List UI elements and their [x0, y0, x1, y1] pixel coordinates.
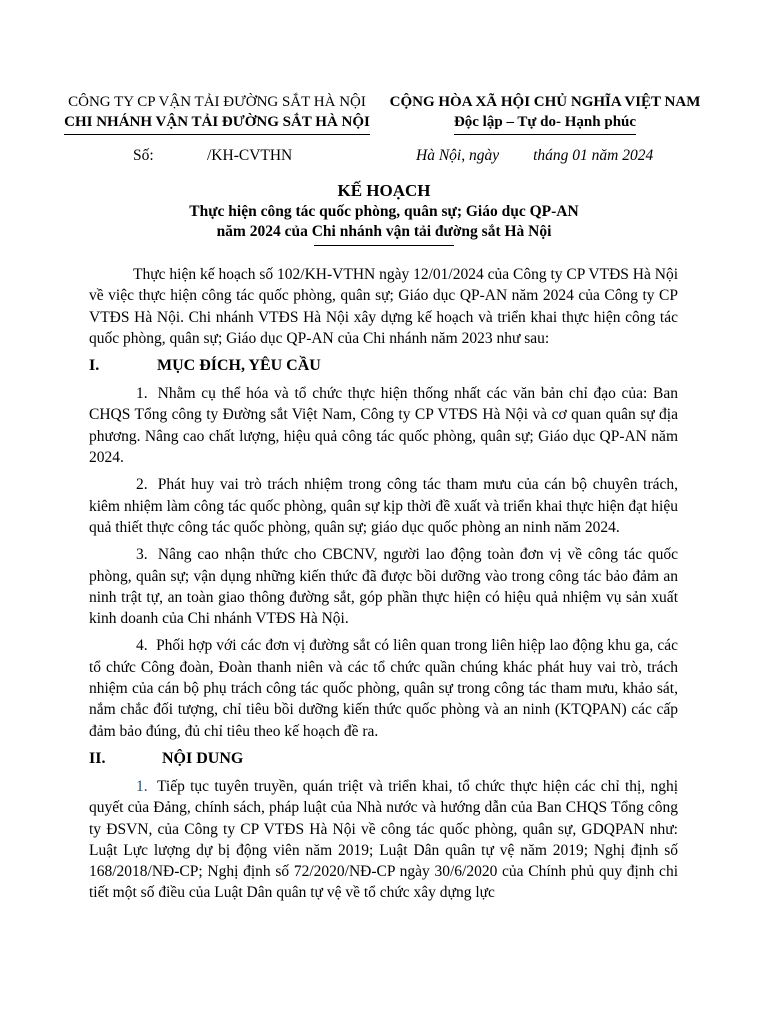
- section-heading-2: [89, 748, 678, 770]
- item-number: 3.: [136, 546, 148, 564]
- document-subtitle-line-2: năm 2024 của Chi nhánh vận tải đường sắt Hà Nội: [216, 223, 552, 240]
- national-motto: Độc lập – Tự do- Hạnh phúc: [454, 112, 636, 135]
- list-item: [89, 383, 678, 468]
- section-number: II.: [89, 749, 106, 767]
- item-text: Nhằm cụ thể hóa và tổ chức thực hiện thống nhất các văn bản chỉ đạo của: Ban CHQS Tổng công ty Đường sắt Việt Nam, Công ty CP VTĐS Hà Nội và cơ quan quân sự địa phương. Nâng cao chất lượng, hiệu quả công tác quốc phòng, quân sự; Giáo dục QP-AN năm 2024.: [89, 385, 678, 467]
- item-number: 2.: [136, 476, 148, 494]
- item-number: 1.: [136, 777, 148, 795]
- date-month-year: tháng 01 năm 2024: [533, 147, 654, 164]
- section-heading-1: [89, 355, 678, 377]
- document-body: [89, 264, 678, 910]
- document-number: /KH-CVTHN: [207, 147, 293, 164]
- list-item: [89, 776, 678, 904]
- section-title: MỤC ĐÍCH, YÊU CẦU: [157, 357, 321, 375]
- date-line: [416, 147, 653, 165]
- item-text: Nâng cao nhận thức cho CBCNV, người lao động toàn đơn vị về công tác quốc phòng, quân sự; vận dụng những kiến thức đã được bồi dưỡng vào trong công tác bảo đảm an ninh trật tự, an toàn giao thông đường sắt, góp phần thực hiện có hiệu quả nhiệm vụ sản xuất kinh doanh của Chi nhánh VTĐS Hà Nội.: [89, 546, 679, 628]
- title-underline: [314, 245, 454, 246]
- document-title: KẾ HOẠCH: [337, 181, 431, 200]
- date-place-day: Hà Nội, ngày: [416, 147, 500, 164]
- list-item: [89, 635, 678, 741]
- document-subtitle-line-1: Thực hiện công tác quốc phòng, quân sự; Giáo dục QP-AN: [189, 203, 579, 220]
- intro-paragraph: Thực hiện kế hoạch số 102/KH-VTHN ngày 12/01/2024 của Công ty CP VTĐS Hà Nội về việc thực hiện công tác quốc phòng, quân sự; Giáo dục QP-AN năm 2024 của Công ty CP VTĐS Hà Nội. Chi nhánh VTĐS Hà Nội xây dựng kế hoạch và triển khai thực hiện công tác quốc phòng, quân sự; Giáo dục QP-AN của Chi nhánh năm 2023 như sau:: [89, 266, 678, 347]
- branch-name: CHI NHÁNH VẬN TẢI ĐƯỜNG SẮT HÀ NỘI: [64, 112, 370, 135]
- item-number: 1.: [136, 385, 148, 403]
- item-number: 4.: [136, 637, 148, 655]
- document-title-block: [0, 180, 768, 246]
- item-text: Phát huy vai trò trách nhiệm trong công tác tham mưu của cán bộ chuyên trách, kiêm nhiệm làm công tác quốc phòng, quân sự kịp thời đề xuất và triển khai thực hiện đạt hiệu quả thiết thực công tác quốc phòng, quân sự; giáo dục quốc phòng an ninh năm 2024.: [89, 476, 678, 536]
- parent-company-name: CÔNG TY CP VẬN TẢI ĐƯỜNG SẮT HÀ NỘI: [68, 94, 366, 110]
- issuer-block: [56, 92, 378, 135]
- national-title: CỘNG HÒA XÃ HỘI CHỦ NGHĨA VIỆT NAM: [389, 94, 701, 110]
- document-number-label: Số:: [133, 147, 154, 164]
- item-text: Tiếp tục tuyên truyền, quán triệt và triển khai, tổ chức thực hiện các chỉ thị, nghị quyết của Đảng, chính sách, pháp luật của Nhà nước và hướng dẫn của Ban CHQS Tổng công ty ĐSVN, của Công ty CP VTĐS Hà Nội về công tác quốc phòng, quân sự, GDQPAN như: Luật Lực lượng dự bị động viên năm 2019; Luật Dân quân tự vệ năm 2019; Nghị định số 168/2018/NĐ-CP; Nghị định số 72/2020/NĐ-CP ngày 30/6/2020 của Chính phủ quy định chi tiết một số điều của Luật Dân quân tự vệ về tổ chức xây dựng lực: [89, 777, 678, 902]
- list-item: [89, 474, 678, 538]
- item-text: Phối hợp với các đơn vị đường sắt có liên quan trong liên hiệp lao động khu ga, các tổ chức Công đoàn, Đoàn thanh niên và các tổ chức quần chúng khác phát huy vai trò, trách nhiệm của cán bộ phụ trách công tác quốc phòng, quân sự trong công tác tham mưu, khảo sát, nắm chắc đối tượng, chỉ tiêu bồi dưỡng kiến thức quốc phòng và an ninh (KTQPAN) các cấp đảm bảo đúng, đủ chỉ tiêu theo kế hoạch đề ra.: [89, 637, 678, 740]
- list-item: [89, 544, 678, 629]
- section-number: I.: [89, 357, 100, 375]
- section-title: NỘI DUNG: [162, 749, 244, 767]
- national-header: [380, 92, 710, 135]
